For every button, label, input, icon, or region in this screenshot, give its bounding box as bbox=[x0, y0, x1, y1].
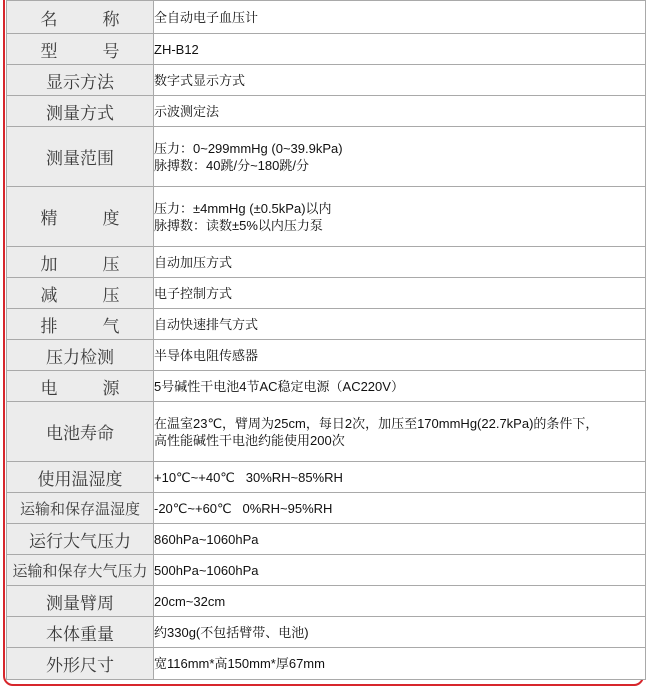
row-label: 精 度 bbox=[7, 187, 154, 247]
table-row bbox=[7, 309, 646, 340]
value-line: 数字式显示方式 bbox=[154, 72, 246, 88]
value-line: 压力：±4mmHg (±0.5kPa)以内 bbox=[154, 200, 332, 216]
value-line: 20cm~32cm bbox=[154, 593, 226, 609]
table-row bbox=[7, 247, 646, 278]
row-value bbox=[154, 371, 646, 402]
table-row bbox=[7, 555, 646, 586]
value-line: 压力：0~299mmHg (0~39.9kPa) bbox=[154, 140, 343, 156]
table-row bbox=[7, 96, 646, 127]
row-label: 显示方法 bbox=[7, 65, 154, 96]
row-value bbox=[154, 462, 646, 493]
value-line: 约330g(不包括臂带、电池) bbox=[154, 624, 309, 640]
value-line: ZH-B12 bbox=[154, 41, 199, 57]
table-row bbox=[7, 524, 646, 555]
table-row bbox=[7, 462, 646, 493]
row-label: 外形尺寸 bbox=[7, 648, 154, 680]
value-line: 860hPa~1060hPa bbox=[154, 531, 259, 547]
value-line: 自动加压方式 bbox=[154, 254, 233, 270]
row-label: 测量方式 bbox=[7, 96, 154, 127]
row-label: 排 气 bbox=[7, 309, 154, 340]
table-row bbox=[7, 187, 646, 247]
value-line: -20℃~+60℃ 0%RH~95%RH bbox=[154, 500, 333, 516]
row-value bbox=[154, 187, 646, 247]
row-value bbox=[154, 340, 646, 371]
value-line: +10℃~+40℃ 30%RH~85%RH bbox=[154, 469, 343, 485]
row-value bbox=[154, 493, 646, 524]
table-row bbox=[7, 402, 646, 462]
table-row bbox=[7, 1, 646, 34]
table-row bbox=[7, 340, 646, 371]
row-value bbox=[154, 65, 646, 96]
row-label: 本体重量 bbox=[7, 617, 154, 648]
row-label: 使用温湿度 bbox=[7, 462, 154, 493]
table-row bbox=[7, 278, 646, 309]
row-value bbox=[154, 617, 646, 648]
value-line: 全自动电子血压计 bbox=[154, 9, 259, 25]
row-label: 测量臂周 bbox=[7, 586, 154, 617]
table-row bbox=[7, 65, 646, 96]
row-value bbox=[154, 309, 646, 340]
value-line: 脉搏数：40跳/分~180跳/分 bbox=[154, 157, 309, 173]
value-line: 在温室23℃，臂周为25cm，每日2次，加压至170mmHg(22.7kPa)的条件下， bbox=[154, 415, 599, 431]
row-value bbox=[154, 247, 646, 278]
value-line: 高性能碱性干电池约能使用200次 bbox=[154, 432, 345, 448]
row-value bbox=[154, 34, 646, 65]
row-value bbox=[154, 586, 646, 617]
value-line: 示波测定法 bbox=[154, 103, 220, 119]
value-line: 500hPa~1060hPa bbox=[154, 562, 259, 578]
row-value bbox=[154, 278, 646, 309]
row-label: 电池寿命 bbox=[7, 402, 154, 462]
spec-table bbox=[6, 0, 646, 680]
row-value bbox=[154, 648, 646, 680]
value-line: 自动快速排气方式 bbox=[154, 316, 259, 332]
row-label: 加 压 bbox=[7, 247, 154, 278]
row-label: 压力检测 bbox=[7, 340, 154, 371]
table-row bbox=[7, 371, 646, 402]
table-row bbox=[7, 127, 646, 187]
row-label: 运行大气压力 bbox=[7, 524, 154, 555]
row-value bbox=[154, 524, 646, 555]
table-row bbox=[7, 648, 646, 680]
table-row bbox=[7, 493, 646, 524]
row-label: 减 压 bbox=[7, 278, 154, 309]
value-line: 脉搏数：读数±5%以内压力泵 bbox=[154, 217, 323, 233]
row-value bbox=[154, 1, 646, 34]
row-value bbox=[154, 127, 646, 187]
row-label: 电 源 bbox=[7, 371, 154, 402]
row-value bbox=[154, 402, 646, 462]
row-label: 运输和保存温湿度 bbox=[7, 493, 154, 524]
value-line: 宽116mm*高150mm*厚67mm bbox=[154, 656, 325, 671]
row-label: 型 号 bbox=[7, 34, 154, 65]
value-line: 半导体电阻传感器 bbox=[154, 347, 259, 363]
value-line: 电子控制方式 bbox=[154, 285, 233, 301]
row-value bbox=[154, 555, 646, 586]
row-label: 测量范围 bbox=[7, 127, 154, 187]
row-label: 运输和保存大气压力 bbox=[7, 555, 154, 586]
row-value bbox=[154, 96, 646, 127]
table-row bbox=[7, 34, 646, 65]
table-row bbox=[7, 617, 646, 648]
row-label: 名 称 bbox=[7, 1, 154, 34]
table-row bbox=[7, 586, 646, 617]
value-line: 5号碱性干电池4节AC稳定电源（AC220V） bbox=[154, 378, 404, 394]
